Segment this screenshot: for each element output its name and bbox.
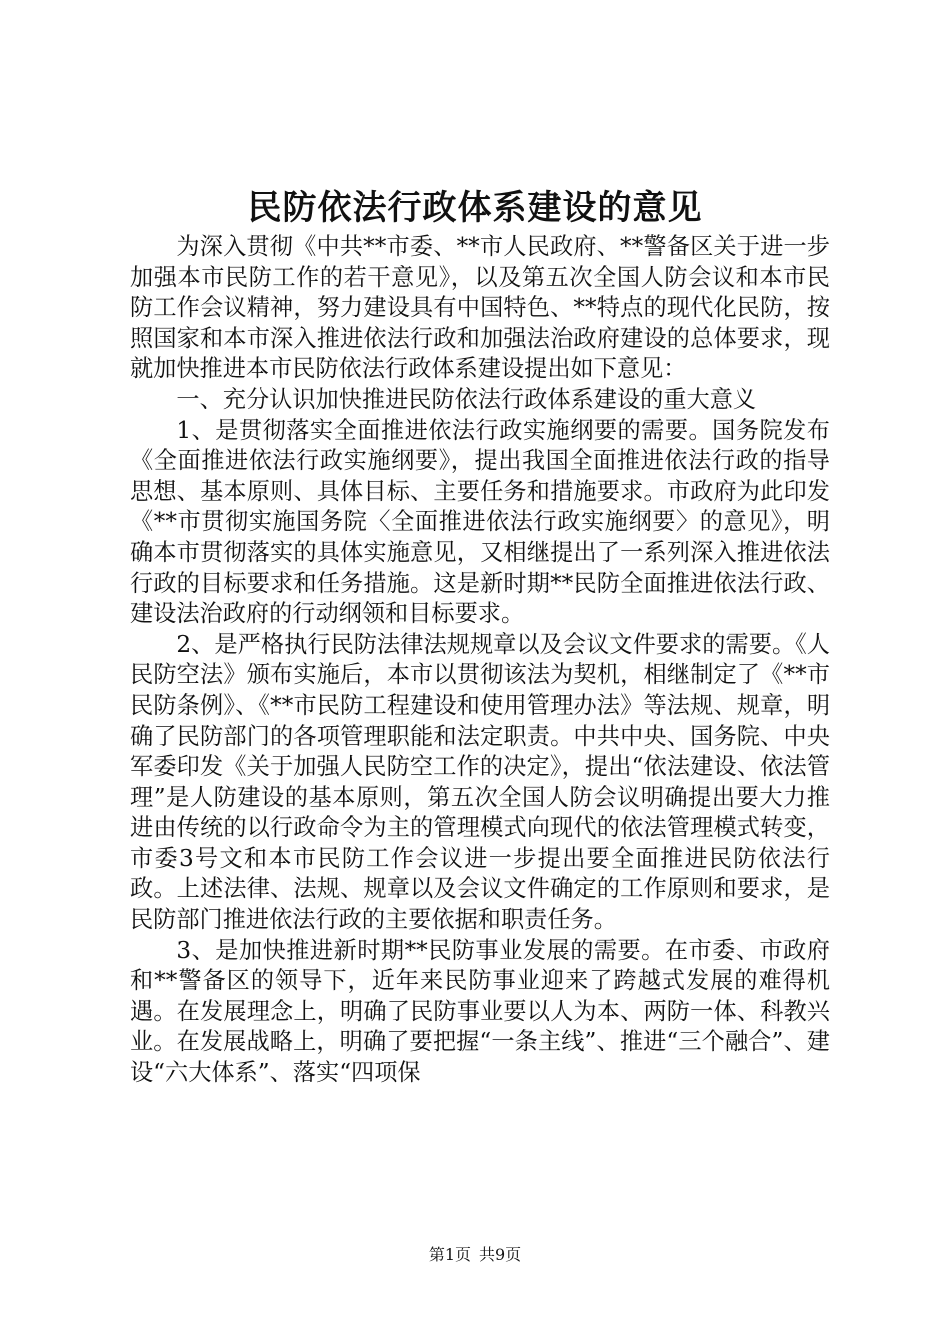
document-title: 民防依法行政体系建设的意见 bbox=[247, 188, 703, 228]
intro-paragraph: 为深入贯彻《中共**市委、**市人民政府、**警备区关于进一步加强本市民防工作的若干意见》，以及第五次全国人防会议和本市民防工作会议精神，努力建设具有中国特色、**特点的现代化民防，按照国家和本市深入推进依法行政和加强法治政府建设的总体要求，现就加快推进本市民防依法行政体系建设提出如下意见： bbox=[130, 233, 830, 383]
section-heading-1: 一、充分认识加快推进民防依法行政体系建设的重大意义 bbox=[176, 385, 757, 413]
document-body bbox=[130, 232, 830, 1089]
point-3-paragraph: 3、是加快推进新时期**民防事业发展的需要。在市委、市政府和**警备区的领导下，近年来民防事业迎来了跨越式发展的难得机遇。在发展理念上，明确了民防事业要以人为本、两防一体、科教兴业。在发展战略上，明确了要把握“一条主线”、推进“三个融合”、建设“六大体系”、落实“四项保 bbox=[130, 936, 830, 1087]
point-2-paragraph: 2、是严格执行民防法律法规规章以及会议文件要求的需要。《人民防空法》颁布实施后，本市以贯彻该法为契机，相继制定了《**市民防条例》、《**市民防工程建设和使用管理办法》等法规、规章，明确了民防部门的各项管理职能和法定职责。中共中央、国务院、中央军委印发《关于加强人民防空工作的决定》，提出“依法建设、依法管理”是人防建设的基本原则，第五次全国人防会议明确提出要大力推进由传统的以行政命令为主的管理模式向现代的依法管理模式转变，市委3号文和本市民防工作会议进一步提出要全面推进民防依法行政。上述法律、法规、规章以及会议文件确定的工作原则和要求，是民防部门推进依法行政的主要依据和职责任务。 bbox=[130, 630, 830, 934]
page-number: 第1页 bbox=[428, 1245, 471, 1264]
page-total: 共9页 bbox=[479, 1245, 522, 1264]
point-1-paragraph: 1、是贯彻落实全面推进依法行政实施纲要的需要。国务院发布《全面推进依法行政实施纲要》，提出我国全面推进依法行政的指导思想、基本原则、具体目标、主要任务和措施要求。市政府为此印发《**市贯彻实施国务院〈全面推进依法行政实施纲要〉的意见》，明确本市贯彻落实的具体实施意见，又相继提出了一系列深入推进依法行政的目标要求和任务措施。这是新时期**民防全面推进依法行政、建设法治政府的行动纲领和目标要求。 bbox=[130, 416, 830, 628]
page-footer bbox=[0, 1244, 950, 1266]
